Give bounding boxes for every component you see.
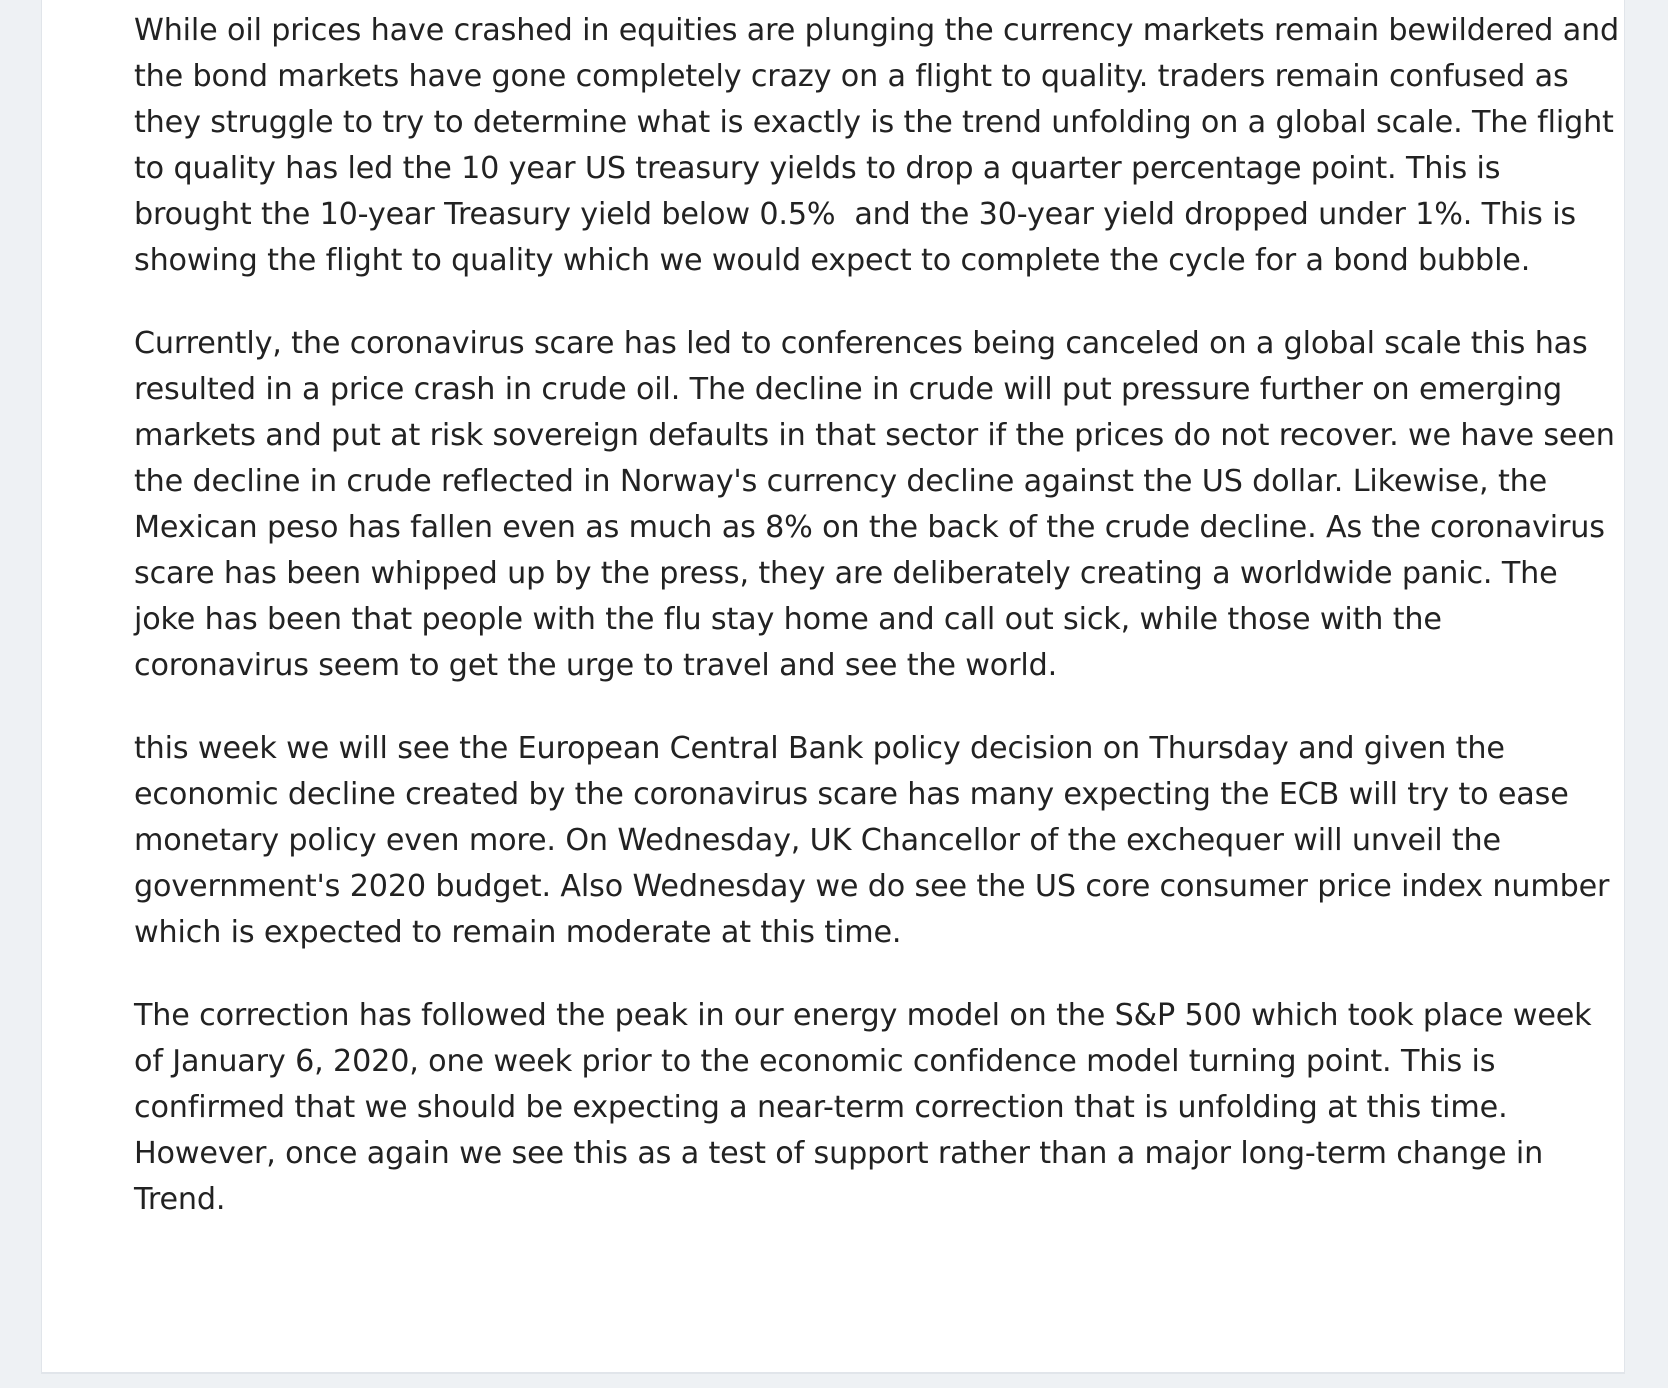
article-paragraph-3: this week we will see the European Central Bank policy decision on Thursday and given the economic decline created by the coronavirus scare has many expecting the ECB will try to ease monetary policy even more. On Wednesday, UK Chancellor of the exchequer will unveil the government's 2020 budget. Also Wednesday we do see the US core consumer price index number which is expected to remain moderate at this time.	[134, 731, 1619, 950]
article-paragraph-1: While oil prices have crashed in equities are plunging the currency markets remain bewildered and the bond markets have gone completely crazy on a flight to quality. traders remain confused as they struggle to try to determine what is exactly is the trend unfolding on a global scale. The flight to quality has led the 10 year US treasury yields to drop a quarter percentage point. This is brought the 10-year Treasury yield below 0.5% and the 30-year yield dropped under 1%. This is showing the flight to quality which we would expect to complete the cycle for a bond bubble.	[134, 13, 1629, 278]
article-body	[134, 8, 1629, 1260]
article-paragraph-4: The correction has followed the peak in our energy model on the S&P 500 which took place week of January 6, 2020, one week prior to the economic confidence model turning point. This is confirmed that we should be expecting a near-term correction that is unfolding at this time. However, once again we see this as a test of support rather than a major long-term change in Trend.	[134, 998, 1601, 1217]
article-card	[41, 0, 1629, 1374]
article-paragraph-2: Currently, the coronavirus scare has led to conferences being canceled on a global scale this has resulted in a price crash in crude oil. The decline in crude will put pressure further on emerging markets and put at risk sovereign defaults in that sector if the prices do not recover. we have seen the decline in crude reflected in Norway's currency decline against the US dollar. Likewise, the Mexican peso has fallen even as much as 8% on the back of the crude decline. As the coronavirus scare has been whipped up by the press, they are deliberately creating a worldwide panic. The joke has been that people with the flu stay home and call out sick, while those with the coronavirus seem to get the urge to travel and see the world.	[134, 326, 1625, 683]
